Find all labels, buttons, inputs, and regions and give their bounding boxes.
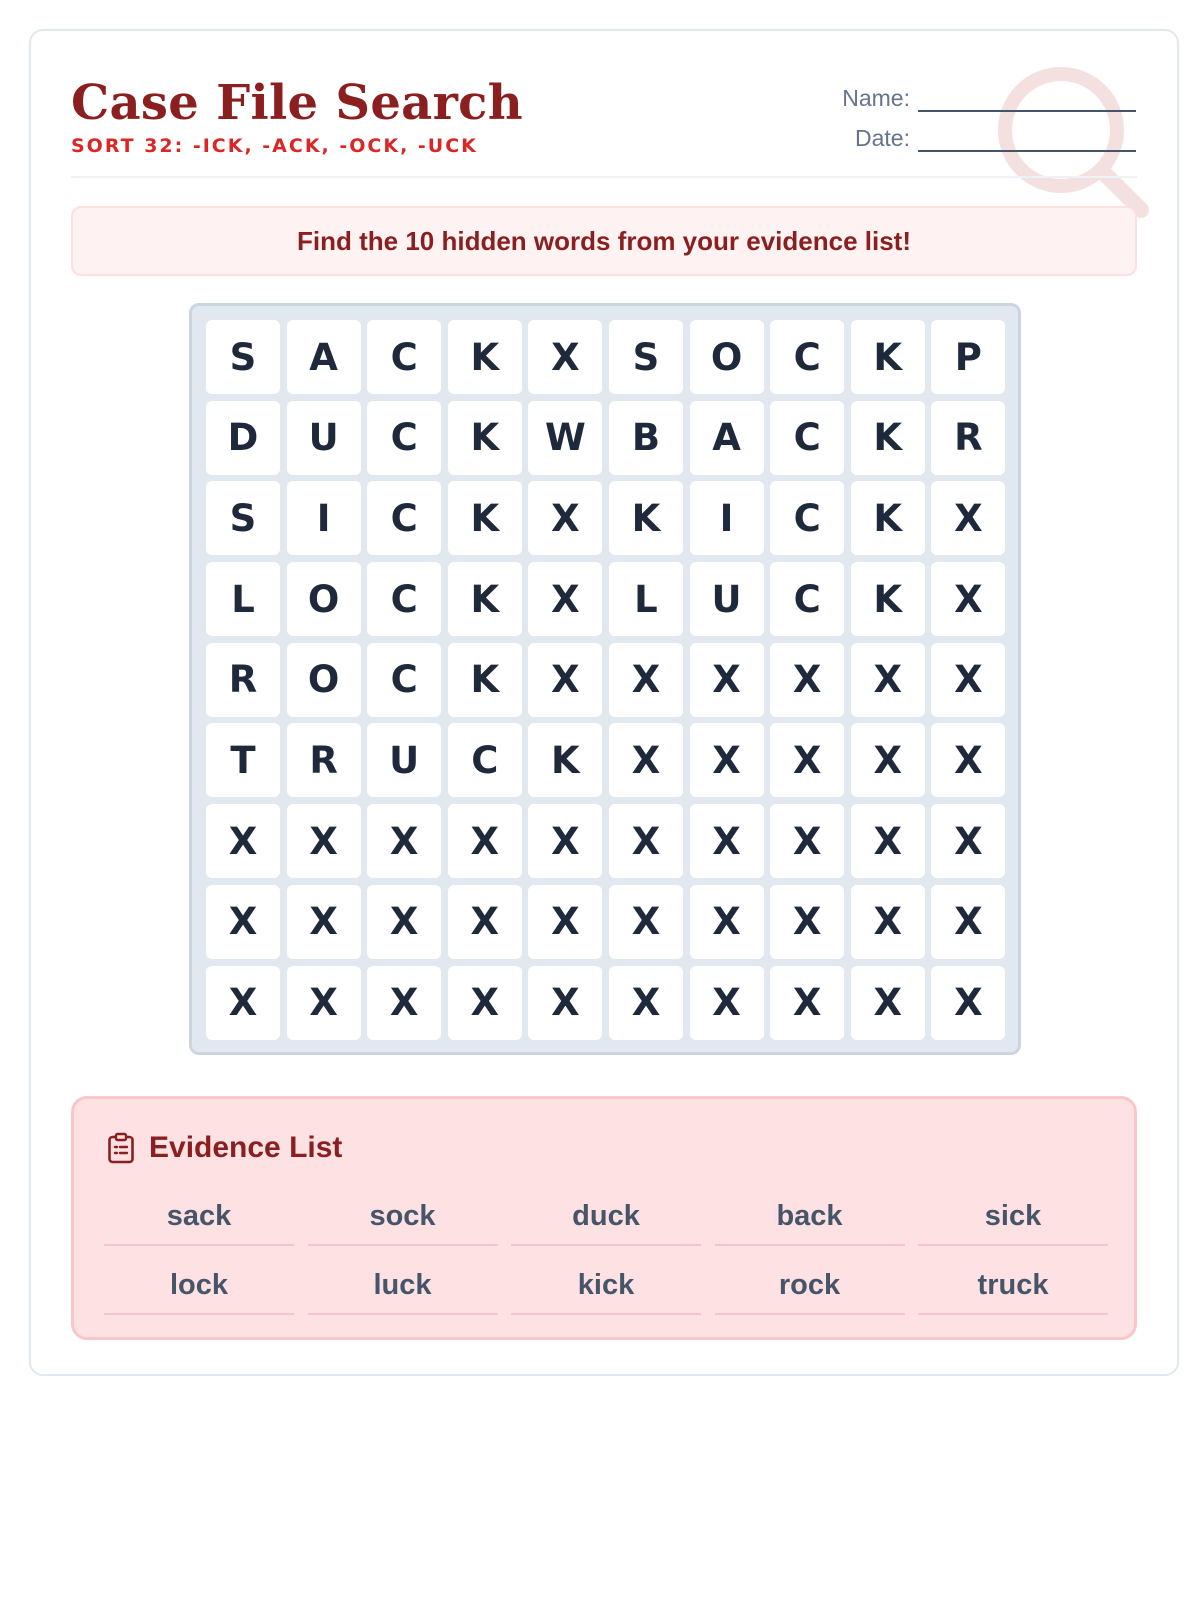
grid-cell[interactable]: K <box>528 723 602 797</box>
grid-cell[interactable]: X <box>448 885 522 959</box>
grid-cell[interactable]: X <box>528 562 602 636</box>
page-title: Case File Search <box>71 75 523 131</box>
grid-cell[interactable]: X <box>851 966 925 1040</box>
grid-cell[interactable]: O <box>690 320 764 394</box>
grid-cell[interactable]: X <box>931 966 1005 1040</box>
grid-cell[interactable]: X <box>367 966 441 1040</box>
grid-cell[interactable]: X <box>931 885 1005 959</box>
grid-cell[interactable]: D <box>206 401 280 475</box>
evidence-word: duck <box>511 1189 701 1246</box>
grid-cell[interactable]: X <box>690 885 764 959</box>
grid-cell[interactable]: K <box>448 320 522 394</box>
grid-cell[interactable]: C <box>367 401 441 475</box>
grid-cell[interactable]: C <box>367 320 441 394</box>
grid-cell[interactable]: C <box>448 723 522 797</box>
evidence-list <box>71 1096 1137 1340</box>
grid-cell[interactable]: X <box>690 723 764 797</box>
evidence-word: back <box>715 1189 905 1246</box>
evidence-title: Evidence List <box>149 1131 343 1164</box>
grid-cell[interactable]: K <box>851 562 925 636</box>
grid-cell[interactable]: B <box>609 401 683 475</box>
grid-cell[interactable]: X <box>206 804 280 878</box>
grid-cell[interactable]: C <box>770 481 844 555</box>
grid-cell[interactable]: K <box>851 401 925 475</box>
grid-cell[interactable]: O <box>287 562 361 636</box>
grid-cell[interactable]: X <box>206 966 280 1040</box>
grid-cell[interactable]: X <box>609 723 683 797</box>
grid-cell[interactable]: X <box>528 481 602 555</box>
grid-cell[interactable]: W <box>528 401 602 475</box>
evidence-word: rock <box>715 1258 905 1315</box>
name-label: Name: <box>842 85 910 111</box>
grid-cell[interactable]: I <box>287 481 361 555</box>
grid-cell[interactable]: T <box>206 723 280 797</box>
evidence-word: truck <box>918 1258 1108 1315</box>
grid-cell[interactable]: X <box>770 723 844 797</box>
grid-cell[interactable]: X <box>367 885 441 959</box>
grid-cell[interactable]: X <box>851 643 925 717</box>
grid-cell[interactable]: O <box>287 643 361 717</box>
grid-cell[interactable]: X <box>206 885 280 959</box>
grid-cell[interactable]: U <box>287 401 361 475</box>
evidence-header <box>107 1131 342 1165</box>
grid-cell[interactable]: K <box>851 320 925 394</box>
grid-cell[interactable]: X <box>528 804 602 878</box>
grid-cell[interactable]: X <box>448 966 522 1040</box>
word-search-grid <box>189 303 1021 1055</box>
evidence-words <box>104 1189 1108 1315</box>
grid-cell[interactable]: C <box>367 643 441 717</box>
grid-cell[interactable]: L <box>206 562 280 636</box>
grid-cell[interactable]: A <box>690 401 764 475</box>
date-line[interactable] <box>918 126 1136 152</box>
grid-cell[interactable]: X <box>931 481 1005 555</box>
grid-cell[interactable]: K <box>851 481 925 555</box>
grid-cell[interactable]: X <box>770 885 844 959</box>
grid-cell[interactable]: X <box>770 804 844 878</box>
grid-cell[interactable]: X <box>770 966 844 1040</box>
evidence-word: luck <box>308 1258 498 1315</box>
name-line[interactable] <box>918 86 1136 112</box>
evidence-word: lock <box>104 1258 294 1315</box>
grid-cell[interactable]: X <box>287 966 361 1040</box>
header-divider <box>71 176 1137 178</box>
grid-cell[interactable]: C <box>770 320 844 394</box>
grid-cell[interactable]: L <box>609 562 683 636</box>
grid-cell[interactable]: X <box>609 643 683 717</box>
grid-cell[interactable]: S <box>206 481 280 555</box>
grid-cell[interactable]: C <box>367 562 441 636</box>
evidence-word: sack <box>104 1189 294 1246</box>
grid-cell[interactable]: R <box>931 401 1005 475</box>
grid-cell[interactable]: X <box>609 966 683 1040</box>
grid-cell[interactable]: C <box>770 401 844 475</box>
grid-cell[interactable]: S <box>206 320 280 394</box>
grid-cell[interactable]: S <box>609 320 683 394</box>
grid-cell[interactable]: K <box>609 481 683 555</box>
grid-cell[interactable]: X <box>287 804 361 878</box>
grid-cell[interactable]: X <box>609 804 683 878</box>
grid-cell[interactable]: I <box>690 481 764 555</box>
grid-cell[interactable]: K <box>448 562 522 636</box>
name-field <box>842 72 1136 112</box>
grid-cell[interactable]: A <box>287 320 361 394</box>
grid-cell[interactable]: X <box>448 804 522 878</box>
grid-cell[interactable]: X <box>287 885 361 959</box>
grid-cell[interactable]: X <box>931 643 1005 717</box>
grid-cell[interactable]: X <box>528 320 602 394</box>
grid-cell[interactable]: K <box>448 481 522 555</box>
evidence-word: kick <box>511 1258 701 1315</box>
grid-cell[interactable]: X <box>931 562 1005 636</box>
grid-cell[interactable]: K <box>448 643 522 717</box>
grid-cell[interactable]: X <box>367 804 441 878</box>
grid-cell[interactable]: X <box>690 804 764 878</box>
grid-cell[interactable]: X <box>528 966 602 1040</box>
student-fields <box>842 72 1136 152</box>
page-subtitle: SORT 32: -ICK, -ACK, -OCK, -UCK <box>71 135 478 157</box>
grid-cell[interactable]: X <box>851 723 925 797</box>
grid-cell[interactable]: K <box>448 401 522 475</box>
grid-cell[interactable]: C <box>770 562 844 636</box>
grid-cell[interactable]: X <box>609 885 683 959</box>
grid-cell[interactable]: X <box>851 804 925 878</box>
grid-cell[interactable]: X <box>690 966 764 1040</box>
evidence-word: sick <box>918 1189 1108 1246</box>
date-label: Date: <box>855 125 910 151</box>
letter-grid <box>206 320 1005 1040</box>
grid-cell[interactable]: X <box>931 804 1005 878</box>
grid-cell[interactable]: X <box>851 885 925 959</box>
grid-cell[interactable]: P <box>931 320 1005 394</box>
grid-cell[interactable]: U <box>690 562 764 636</box>
grid-cell[interactable]: R <box>206 643 280 717</box>
grid-cell[interactable]: X <box>931 723 1005 797</box>
grid-cell[interactable]: X <box>528 885 602 959</box>
grid-cell[interactable]: U <box>367 723 441 797</box>
evidence-word: sock <box>308 1189 498 1246</box>
grid-cell[interactable]: X <box>770 643 844 717</box>
grid-cell[interactable]: R <box>287 723 361 797</box>
date-field <box>842 112 1136 152</box>
clipboard-icon <box>107 1132 135 1164</box>
instructions-banner: Find the 10 hidden words from your evidence list! <box>71 206 1137 276</box>
grid-cell[interactable]: C <box>367 481 441 555</box>
grid-cell[interactable]: X <box>528 643 602 717</box>
grid-cell[interactable]: X <box>690 643 764 717</box>
